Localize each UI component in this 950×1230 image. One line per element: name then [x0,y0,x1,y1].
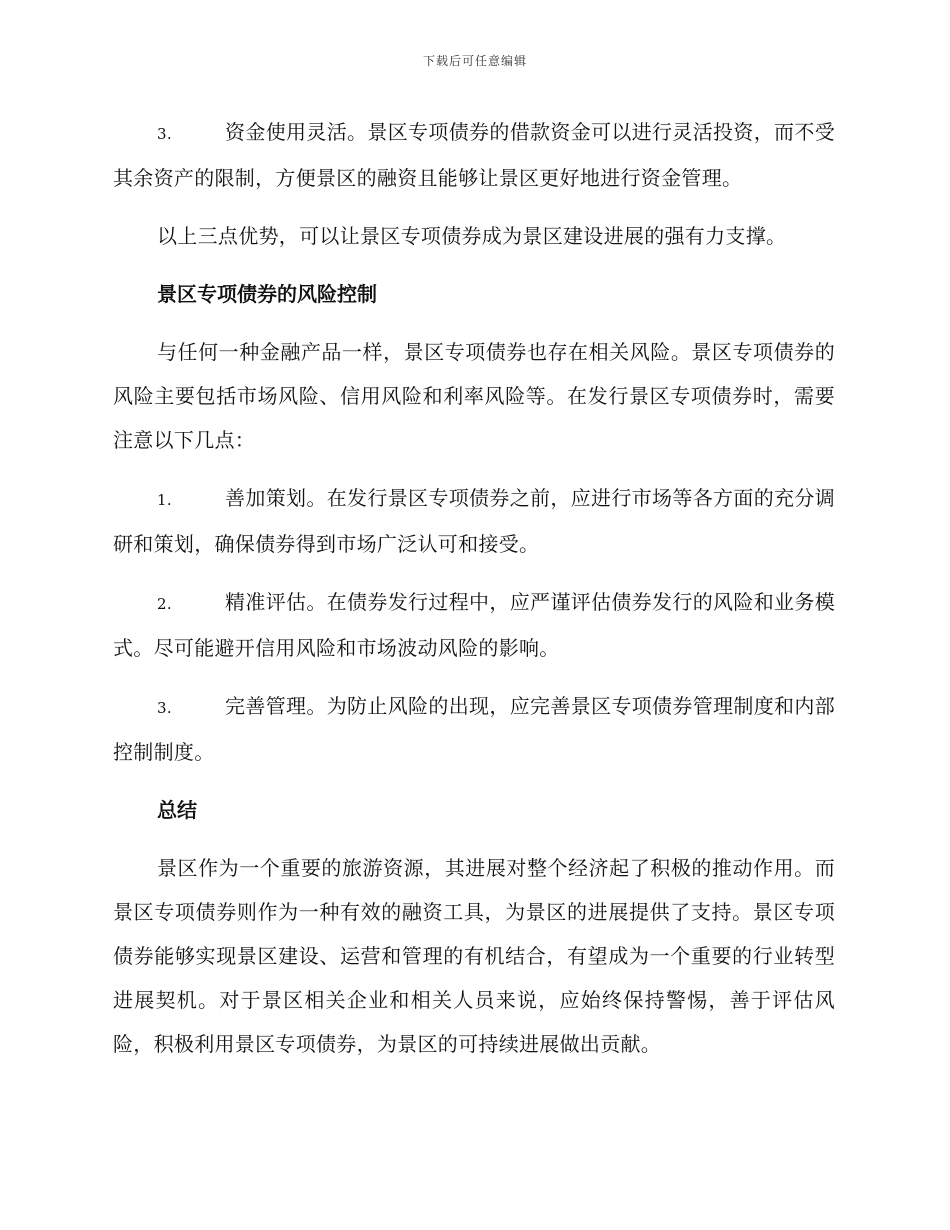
list-item-text: 完善管理。为防止风险的出现，应完善景区专项债券管理制度和内部控制制度。 [113,694,835,764]
list-number: 2. [157,595,172,613]
list-item-advantage-3 [113,110,835,200]
list-item-risk-2 [113,580,835,670]
list-item-risk-1 [113,476,835,566]
risk-intro-paragraph: 与任何一种金融产品一样，景区专项债券也存在相关风险。景区专项债券的风险主要包括市场风险、信用风险和利率风险等。在发行景区专项债券时，需要注意以下几点： [113,340,835,452]
page-header: 下载后可任意编辑 [422,54,527,68]
list-number: 1. [157,491,172,509]
advantages-summary-paragraph: 以上三点优势，可以让景区专项债券成为景区建设进展的强有力支撑。 [157,224,787,248]
section-heading-risk-control: 景区专项债券的风险控制 [157,282,377,306]
list-item-text: 善加策划。在发行景区专项债券之前，应进行市场等各方面的充分调研和策划，确保债券得到市场广泛认可和接受。 [113,486,835,556]
section-heading-summary: 总结 [157,798,197,822]
list-item-text: 精准评估。在债券发行过程中，应严谨评估债券发行的风险和业务模式。尽可能避开信用风险和市场波动风险的影响。 [113,590,835,660]
document-body [113,110,835,1066]
list-number: 3. [157,699,172,717]
list-item-text: 资金使用灵活。景区专项债券的借款资金可以进行灵活投资，而不受其余资产的限制，方便景区的融资且能够让景区更好地进行资金管理。 [113,120,835,190]
list-item-risk-3 [113,684,835,774]
summary-paragraph: 景区作为一个重要的旅游资源，其进展对整个经济起了积极的推动作用。而景区专项债券则作为一种有效的融资工具，为景区的进展提供了支持。景区专项债券能够实现景区建设、运营和管理的有机结合，有望成为一个重要的行业转型进展契机。对于景区相关企业和相关人员来说，应始终保持警惕，善于评估风险，积极利用景区专项债券，为景区的可持续进展做出贡献。 [113,856,835,1056]
list-number: 3. [157,125,172,143]
